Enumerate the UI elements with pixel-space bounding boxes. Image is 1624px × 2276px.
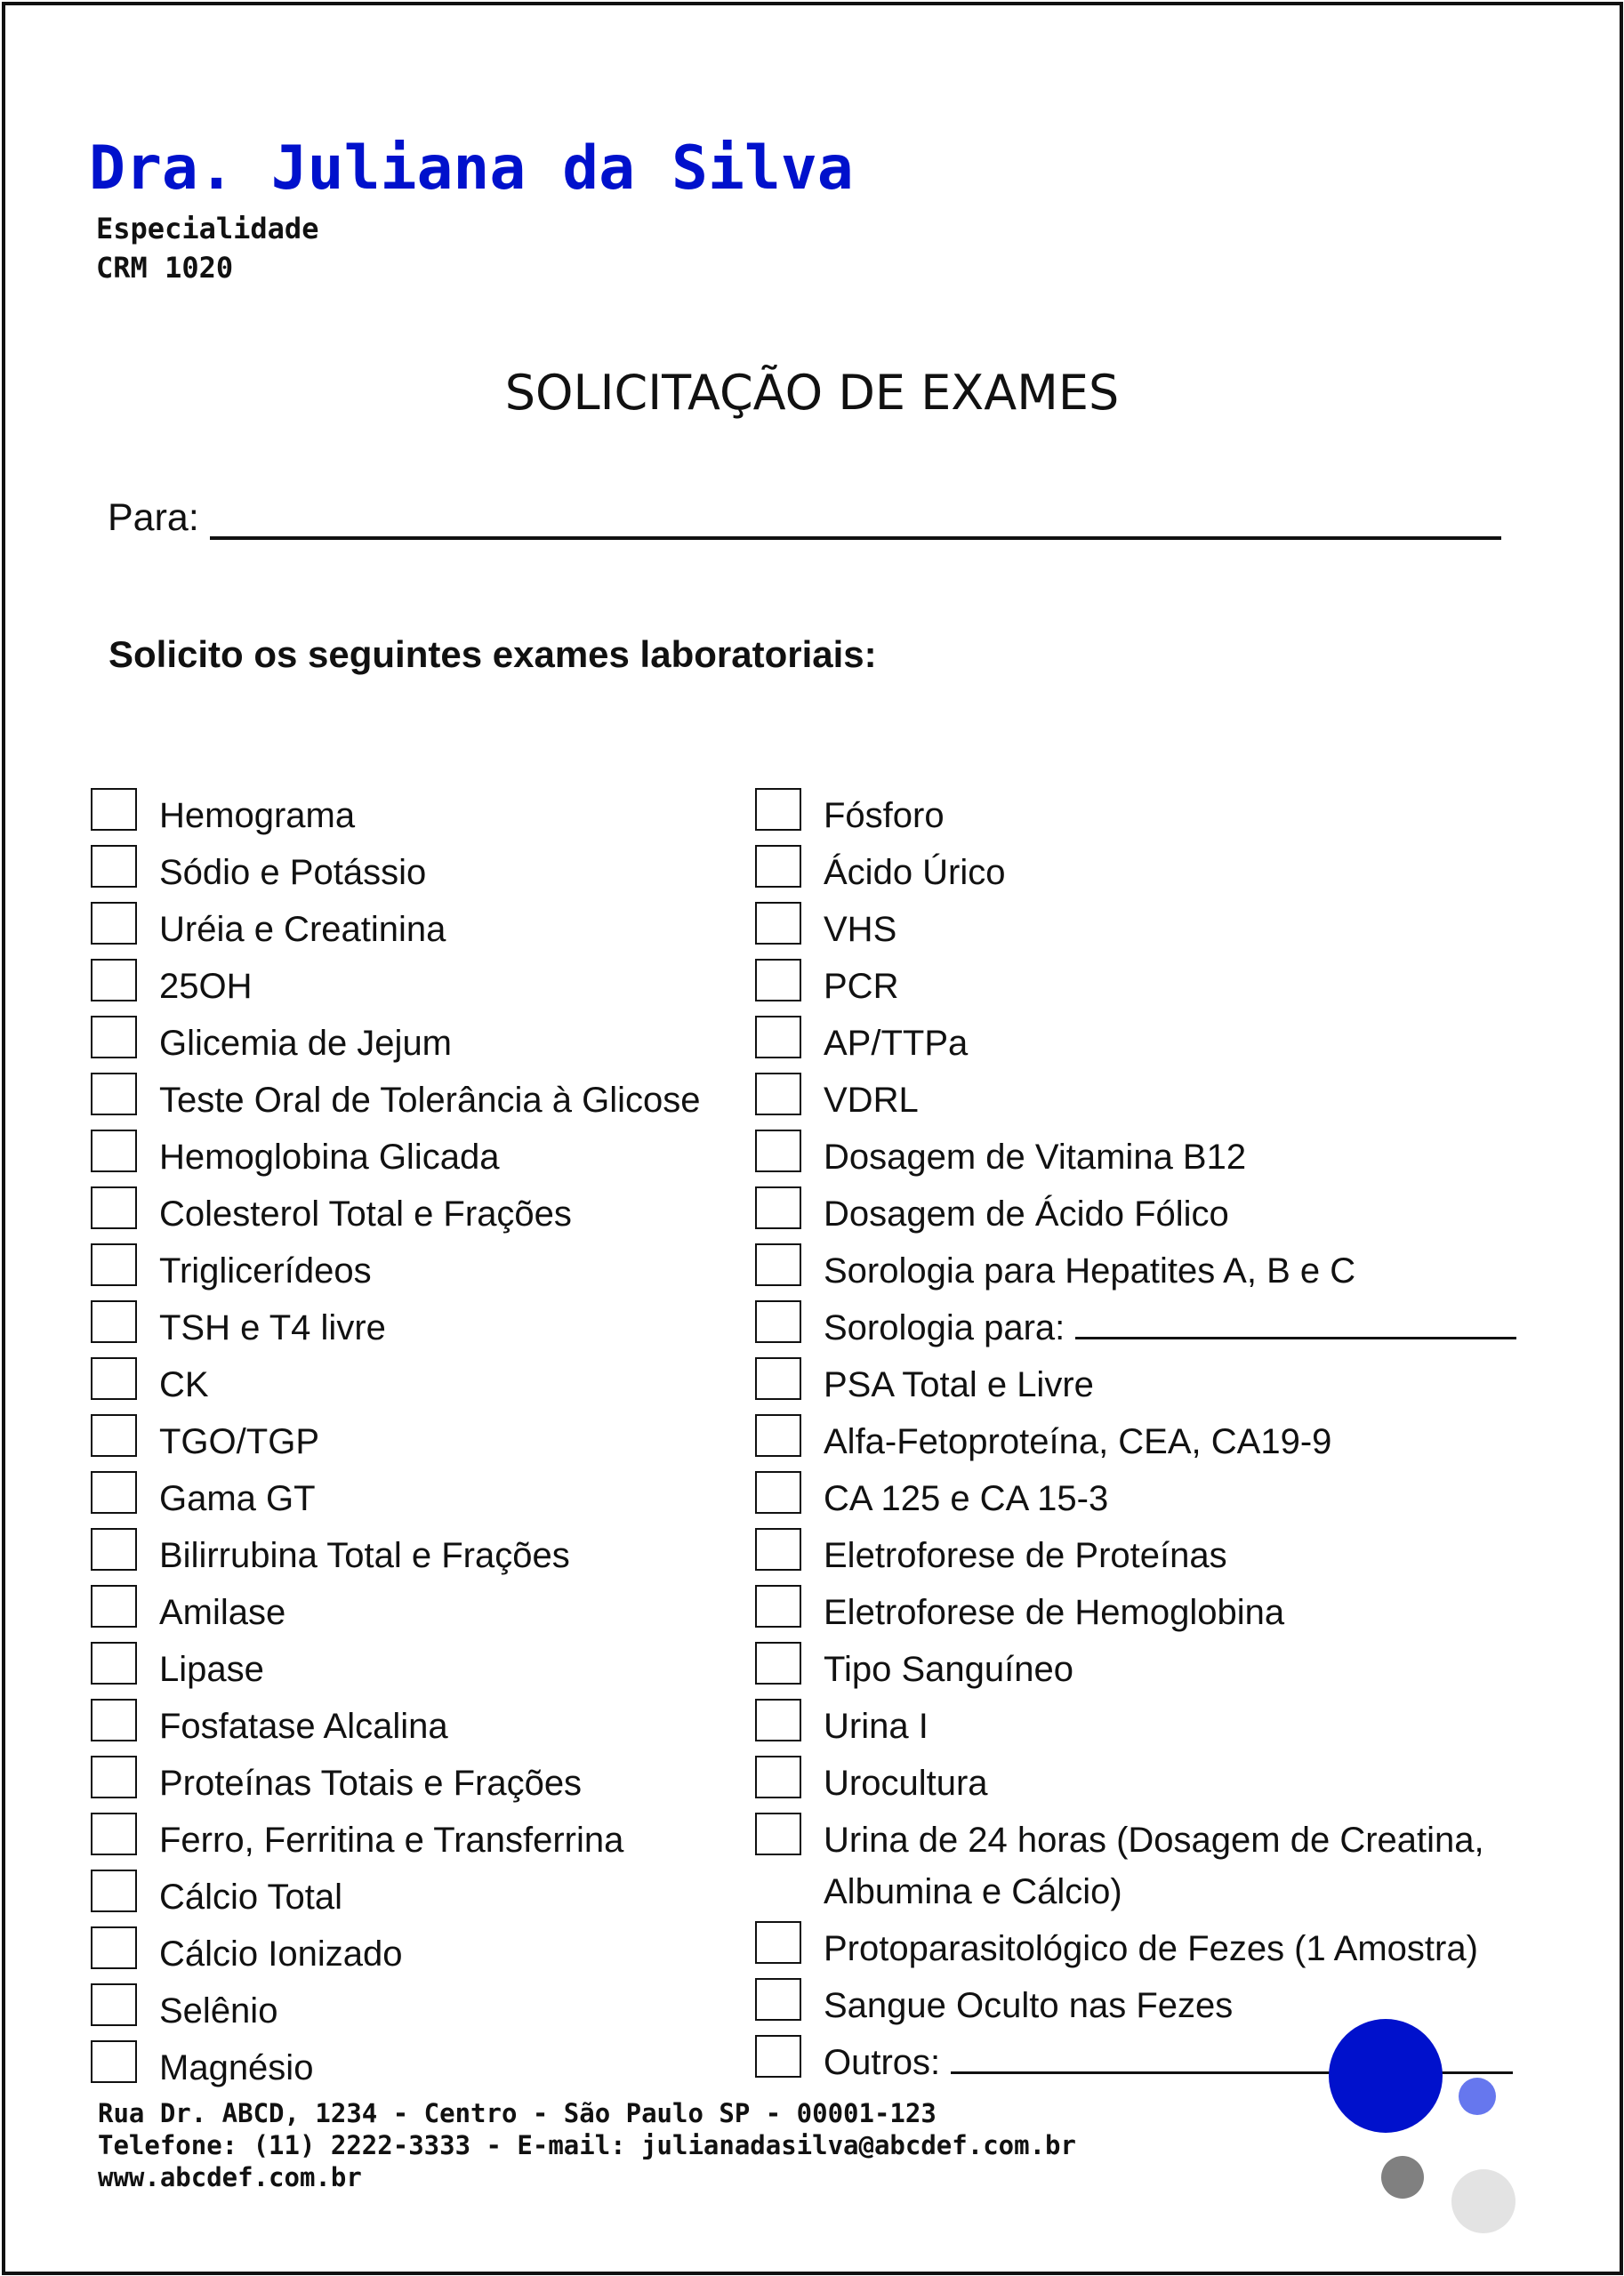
exam-checkbox[interactable]: [91, 1243, 137, 1286]
exam-label: Dosagem de Vitamina B12: [824, 1138, 1247, 1177]
exam-item-teste-oral-de-tolerancia-a-glicose[interactable]: [91, 1069, 700, 1126]
exam-item-dosagem-de-acido-folico[interactable]: [755, 1183, 1571, 1240]
exam-label: Magnésio: [159, 2048, 314, 2087]
exam-checkbox[interactable]: [755, 1471, 801, 1514]
exam-label: Tipo Sanguíneo: [824, 1650, 1073, 1689]
doctor-specialty: Especialidade: [96, 212, 319, 245]
exam-label: Colesterol Total e Frações: [159, 1194, 572, 1234]
exam-label: TGO/TGP: [159, 1422, 319, 1461]
exam-checkbox[interactable]: [91, 1642, 137, 1685]
exam-item-tipo-sanguineo[interactable]: [755, 1638, 1571, 1695]
exam-item-ck[interactable]: [91, 1354, 700, 1411]
exam-label: Dosagem de Ácido Fólico: [824, 1194, 1229, 1234]
exam-item-sorologia-para-hepatites-a-b-e-c[interactable]: [755, 1240, 1571, 1297]
exam-label: Urina de 24 horas (Dosagem de Creatina, Albumina e Cálcio): [824, 1821, 1484, 1911]
exam-label: AP/TTPa: [824, 1024, 969, 1063]
exam-item-tsh-e-t4-livre[interactable]: [91, 1297, 700, 1354]
exam-item-urocultura[interactable]: [755, 1752, 1571, 1809]
exam-label: Outros:: [824, 2043, 941, 2082]
decor-dot-dark-gray: [1381, 2156, 1424, 2199]
exam-item-hemoglobina-glicada[interactable]: [91, 1126, 700, 1183]
exam-checkbox[interactable]: [755, 1813, 801, 1855]
exam-label: Glicemia de Jejum: [159, 1024, 453, 1063]
form-title: SOLICITAÇÃO DE EXAMES: [504, 365, 1120, 421]
exam-label: VDRL: [824, 1081, 919, 1120]
exam-label: Cálcio Ionizado: [159, 1934, 403, 1974]
footer-contact: Telefone: (11) 2222-3333 - E-mail: julianadasilva@abcdef.com.br: [98, 2130, 1076, 2160]
exam-label: Sorologia para Hepatites A, B e C: [824, 1251, 1356, 1291]
exam-item-selenio[interactable]: [91, 1980, 700, 2037]
exam-label: VHS: [824, 910, 897, 949]
exam-checkbox[interactable]: [91, 1016, 137, 1058]
exam-label: CA 125 e CA 15-3: [824, 1479, 1109, 1518]
exam-item-triglicerideos[interactable]: [91, 1240, 700, 1297]
exam-checkbox[interactable]: [91, 1528, 137, 1571]
exam-item-gama-gt[interactable]: [91, 1468, 700, 1524]
exam-checkbox[interactable]: [91, 1585, 137, 1628]
decor-dot-large-blue: [1329, 2019, 1443, 2133]
exam-checkbox[interactable]: [755, 845, 801, 888]
exam-checkbox[interactable]: [91, 1813, 137, 1855]
exam-label: Alfa-Fetoproteína, CEA, CA19-9: [824, 1422, 1332, 1461]
para-field-line[interactable]: [210, 536, 1501, 540]
exam-item-ureia-e-creatinina[interactable]: [91, 898, 700, 955]
exam-checkbox[interactable]: [755, 1300, 801, 1343]
para-label: Para:: [108, 496, 199, 539]
exam-item-ap-ttpa[interactable]: [755, 1012, 1571, 1069]
exam-item-protoparasitologico-de-fezes-1-amostra[interactable]: [755, 1918, 1571, 1974]
exams-intro: Solicito os seguintes exames laboratoriais:: [109, 633, 877, 675]
exam-item-pcr[interactable]: [755, 955, 1571, 1012]
exam-item-sorologia-para[interactable]: [755, 1297, 1571, 1354]
exam-label: Amilase: [159, 1593, 286, 1632]
doctor-name: Dra. Juliana da Silva: [89, 133, 854, 204]
exam-checkbox[interactable]: [91, 902, 137, 945]
exam-checkbox[interactable]: [91, 1699, 137, 1741]
exam-item-dosagem-de-vitamina-b12[interactable]: [755, 1126, 1571, 1183]
exam-label: Fosfatase Alcalina: [159, 1707, 448, 1746]
exam-checkbox[interactable]: [91, 1870, 137, 1912]
exam-checkbox[interactable]: [91, 1756, 137, 1798]
exam-checkbox[interactable]: [755, 1130, 801, 1172]
exam-label: Uréia e Creatinina: [159, 910, 446, 949]
exam-checkbox[interactable]: [91, 2040, 137, 2083]
exam-label: Hemoglobina Glicada: [159, 1138, 500, 1177]
exam-checkbox[interactable]: [755, 1528, 801, 1571]
exam-checkbox[interactable]: [91, 845, 137, 888]
exam-checkbox[interactable]: [91, 1357, 137, 1400]
exam-label: 25OH: [159, 967, 253, 1006]
exam-label: Cálcio Total: [159, 1878, 343, 1917]
exam-item-25oh[interactable]: [91, 955, 700, 1012]
exam-item-urina-de-24-horas-dosagem-de-creatina-albumina-e-calcio[interactable]: [755, 1809, 1571, 1918]
exam-label: Sódio e Potássio: [159, 853, 427, 892]
exam-checkbox[interactable]: [755, 1978, 801, 2021]
exam-checkbox[interactable]: [755, 902, 801, 945]
exam-label: Gama GT: [159, 1479, 316, 1518]
footer-website: www.abcdef.com.br: [98, 2162, 362, 2192]
exam-item-proteinas-totais-e-fracoes[interactable]: [91, 1752, 700, 1809]
exam-label: PCR: [824, 967, 899, 1006]
exam-item-sangue-oculto-nas-fezes[interactable]: [755, 1974, 1571, 2031]
exam-item-calcio-ionizado[interactable]: [91, 1923, 700, 1980]
doctor-crm: CRM 1020: [96, 251, 234, 285]
exam-item-calcio-total[interactable]: [91, 1866, 700, 1923]
exam-item-eletroforese-de-hemoglobina[interactable]: [755, 1581, 1571, 1638]
exam-item-magnesio[interactable]: [91, 2037, 700, 2094]
exam-checkbox[interactable]: [755, 1642, 801, 1685]
exam-label: Eletroforese de Hemoglobina: [824, 1593, 1285, 1632]
exam-item-glicemia-de-jejum[interactable]: [91, 1012, 700, 1069]
exam-item-bilirrubina-total-e-fracoes[interactable]: [91, 1524, 700, 1581]
exam-item-eletroforese-de-proteinas[interactable]: [755, 1524, 1571, 1581]
exam-label: Bilirrubina Total e Frações: [159, 1536, 570, 1575]
exam-item-hemograma[interactable]: [91, 784, 700, 841]
exam-checkbox[interactable]: [91, 1983, 137, 2026]
exam-checkbox[interactable]: [755, 1921, 801, 1964]
exam-item-sodio-e-potassio[interactable]: [91, 841, 700, 898]
exam-label: Urocultura: [824, 1764, 988, 1803]
exam-item-vdrl[interactable]: [755, 1069, 1571, 1126]
exam-checkbox[interactable]: [755, 1186, 801, 1229]
exam-label: Protoparasitológico de Fezes (1 Amostra): [824, 1929, 1478, 1968]
exam-label: Sangue Oculto nas Fezes: [824, 1986, 1234, 2025]
exam-list-left: [91, 784, 700, 2094]
exam-item-colesterol-total-e-fracoes[interactable]: [91, 1183, 700, 1240]
exam-checkbox[interactable]: [91, 1926, 137, 1969]
decor-dot-light-blue: [1459, 2078, 1496, 2115]
exam-checkbox[interactable]: [91, 788, 137, 831]
exam-item-amilase[interactable]: [91, 1581, 700, 1638]
exam-checkbox[interactable]: [755, 1699, 801, 1741]
exam-item-urina-i[interactable]: [755, 1695, 1571, 1752]
exam-checkbox[interactable]: [91, 959, 137, 1001]
exam-label: Urina I: [824, 1707, 929, 1746]
exam-checkbox[interactable]: [755, 1073, 801, 1115]
exam-checkbox[interactable]: [755, 1756, 801, 1798]
exam-checkbox[interactable]: [91, 1414, 137, 1457]
exam-fill-line[interactable]: [1075, 1337, 1516, 1339]
exam-checkbox[interactable]: [91, 1300, 137, 1343]
exam-label: Ácido Úrico: [824, 853, 1006, 892]
exam-item-tgo-tgp[interactable]: [91, 1411, 700, 1468]
exam-label: TSH e T4 livre: [159, 1308, 386, 1347]
exam-checkbox[interactable]: [91, 1130, 137, 1172]
exam-item-psa-total-e-livre[interactable]: [755, 1354, 1571, 1411]
exam-label: PSA Total e Livre: [824, 1365, 1094, 1404]
exam-checkbox[interactable]: [755, 1243, 801, 1286]
exam-item-fosforo[interactable]: [755, 784, 1571, 841]
exam-label: Ferro, Ferritina e Transferrina: [159, 1821, 624, 1860]
exam-checkbox[interactable]: [755, 788, 801, 831]
exam-checkbox[interactable]: [91, 1471, 137, 1514]
exam-checkbox[interactable]: [91, 1186, 137, 1229]
exam-label: Lipase: [159, 1650, 264, 1689]
exam-checkbox[interactable]: [91, 1073, 137, 1115]
exam-label: Teste Oral de Tolerância à Glicose: [159, 1081, 701, 1120]
exam-label: Hemograma: [159, 796, 356, 835]
exam-item-ca-125-e-ca-15-3[interactable]: [755, 1468, 1571, 1524]
exam-label: Proteínas Totais e Frações: [159, 1764, 583, 1803]
exam-item-acido-urico[interactable]: [755, 841, 1571, 898]
exam-item-outros[interactable]: [755, 2031, 1571, 2088]
exam-checkbox[interactable]: [755, 1357, 801, 1400]
exam-checkbox[interactable]: [755, 1414, 801, 1457]
exam-checkbox[interactable]: [755, 959, 801, 1001]
exam-label: Triglicerídeos: [159, 1251, 372, 1291]
exam-label: Fósforo: [824, 796, 945, 835]
exam-item-vhs[interactable]: [755, 898, 1571, 955]
exam-checkbox[interactable]: [755, 1016, 801, 1058]
footer-address: Rua Dr. ABCD, 1234 - Centro - São Paulo SP - 00001-123: [98, 2098, 937, 2128]
exam-checkbox[interactable]: [755, 1585, 801, 1628]
exam-item-ferro-ferritina-e-transferrina[interactable]: [91, 1809, 700, 1866]
exam-label: Eletroforese de Proteínas: [824, 1536, 1227, 1575]
exam-label: Sorologia para:: [824, 1308, 1065, 1347]
exam-label: CK: [159, 1365, 209, 1404]
decor-dot-light-gray: [1451, 2169, 1515, 2233]
exam-checkbox[interactable]: [755, 2035, 801, 2078]
exam-label: Selênio: [159, 1991, 278, 2031]
exam-item-lipase[interactable]: [91, 1638, 700, 1695]
exam-item-alfa-fetoproteina-cea-ca19-9[interactable]: [755, 1411, 1571, 1468]
exam-item-fosfatase-alcalina[interactable]: [91, 1695, 700, 1752]
exam-list-right: [755, 784, 1571, 2088]
